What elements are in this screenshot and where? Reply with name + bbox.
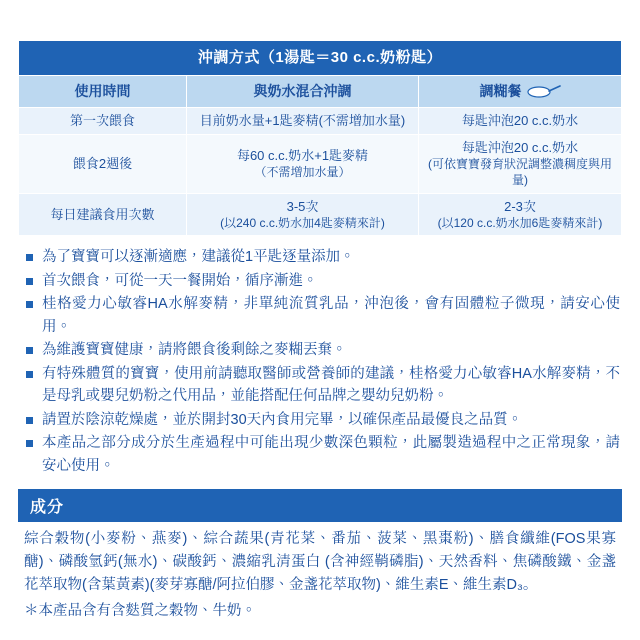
- table-title-row: [19, 41, 622, 76]
- table-header-paste: [419, 76, 622, 108]
- list-item: 桂格愛力心敏睿HA水解麥精，非單純流質乳品，沖泡後，會有固體粒子微現，請安心使用。: [24, 293, 620, 338]
- table-header-mix: 與奶水混合沖調: [187, 76, 419, 108]
- row2-mix-main: 每60 c.c.奶水+1匙麥精: [236, 147, 369, 163]
- table-row: [19, 134, 622, 193]
- ingredients-footnote: ＊本產品含有含麩質之穀物、牛奶。: [24, 602, 256, 619]
- row3-mix-main: 3-5次: [286, 198, 319, 214]
- usage-notes-list: [18, 246, 622, 477]
- row2-paste-main: 每匙沖泡20 c.c.奶水: [461, 139, 579, 155]
- list-item: 請置於陰涼乾燥處，並於開封30天內食用完畢，以確保產品最優良之品質。: [24, 409, 620, 431]
- row2-mix-sub: （不需增加水量）: [254, 165, 351, 180]
- row3-mix-sub: (以240 c.c.奶水加4匙麥精來計): [220, 216, 385, 231]
- preparation-table: [18, 40, 622, 236]
- table-header-paste-label: 調糊餐: [479, 83, 522, 100]
- row2-time: 餵食2週後: [19, 134, 187, 193]
- row3-paste-main: 2-3次: [504, 198, 536, 214]
- row1-time: 第一次餵食: [19, 108, 187, 135]
- row3-mix: [187, 193, 419, 236]
- row2-paste-sub: (可依寶寶發育狀況調整濃稠度與用量): [428, 157, 612, 188]
- row2-mix: [187, 134, 419, 193]
- table-title: 沖調方式（1湯匙＝30 c.c.奶粉匙）: [19, 41, 622, 76]
- list-item: 為了寶寶可以逐漸適應，建議從1平匙逐量添加。: [24, 246, 620, 268]
- row3-paste: [419, 193, 622, 236]
- row3-paste-sub: (以120 c.c.奶水加6匙麥精來計): [437, 216, 603, 231]
- row1-mix: 目前奶水量+1匙麥精(不需增加水量): [187, 108, 419, 135]
- list-item: 為維護寶寶健康，請將餵食後剩餘之麥糊丟棄。: [24, 339, 620, 361]
- list-item: 首次餵食，可從一天一餐開始，循序漸進。: [24, 270, 620, 292]
- ingredients-body: 綜合穀物(小麥粉、燕麥)、綜合蔬果(青花菜、番茄、菠菜、黑棗粉)、膳食纖維(FOS果寡醣)、磷酸氫鈣(無水)、碳酸鈣、濃縮乳清蛋白 (含神經鞘磷脂)、天然香料、焦磷酸鐵、金盞花萃取物(含葉黃素)(麥芽寡醣/阿拉伯膠、金盞花萃取物)、維生素E、維生素D₃。: [24, 531, 616, 594]
- table-row: [19, 193, 622, 236]
- table-header-row: [19, 76, 622, 108]
- table-header-time: 使用時間: [19, 76, 187, 108]
- table-row: [19, 108, 622, 135]
- row3-time: 每日建議食用次數: [19, 193, 187, 236]
- ingredients-heading: 成分: [18, 489, 622, 522]
- row2-paste: [419, 134, 622, 193]
- list-item: 有特殊體質的寶寶，使用前請聽取醫師或營養師的建議，桂格愛力心敏睿HA水解麥精，不是母乳或嬰兒奶粉之代用品，並能搭配任何品牌之嬰幼兒奶粉。: [24, 363, 620, 408]
- row1-paste: 每匙沖泡20 c.c.奶水: [419, 108, 622, 135]
- spoon-icon: [527, 85, 561, 98]
- list-item: 本產品之部分成分於生產過程中可能出現少數深色顆粒，此屬製造過程中之正常現象，請安心使用。: [24, 432, 620, 477]
